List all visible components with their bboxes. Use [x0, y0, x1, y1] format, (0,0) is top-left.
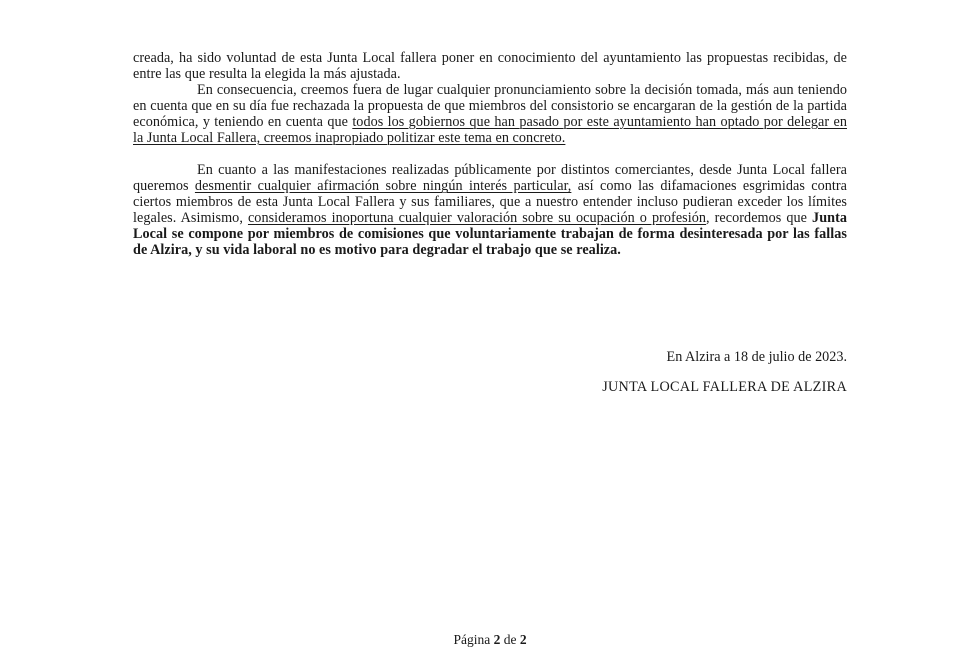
page-total-number: 2	[519, 632, 527, 647]
underlined-denial-statement: desmentir cualquier afirmación sobre ningún interés particular,	[194, 178, 572, 195]
document-body	[133, 51, 847, 259]
paragraph-proposals-text: creada, ha sido voluntad de esta Junta Local fallera poner en conocimiento del ayuntamiento las propuestas recibidas, de entre las que resulta la elegida la más ajustada.	[133, 50, 847, 82]
paragraph-consequence	[133, 83, 847, 147]
paragraph-gap	[133, 146, 847, 163]
paragraph-merchants-text-c: , recordemos que	[706, 210, 813, 227]
paragraph-merchants-text-a: En cuanto a las manifestaciones realizadas públicamente por distintos comerciantes, desde Junta Local fallera queremos	[133, 162, 847, 195]
paragraph-proposals	[133, 51, 847, 83]
paragraph-consequence-text: En consecuencia, creemos fuera de lugar cualquier pronunciamiento sobre la decisión tomada, más aun teniendo en cuenta que en su día fue rechazada la propuesta de que miembros del consistorio se encargaran de la gestión de la partida económica, y teniendo en cuenta que	[133, 81, 847, 130]
paragraph-merchants	[133, 163, 847, 258]
signature-line: JUNTA LOCAL FALLERA DE ALZIRA	[602, 379, 847, 395]
underlined-occupation-statement: consideramos inoportuna cualquier valoración sobre su ocupación o profesión	[247, 210, 707, 227]
page-label: Página	[453, 632, 491, 647]
date-line: En Alzira a 18 de julio de 2023.	[666, 349, 847, 365]
page-current-number: 2	[493, 632, 501, 647]
page-footer	[0, 632, 980, 648]
page-separator: de	[503, 632, 517, 647]
paragraph-merchants-text-b: así como las difamaciones esgrimidas contra ciertos miembros de esta Junta Local Fallera y sus familiares, que a nuestro entender incluso pudieran exceder los límites legales. Asimismo,	[133, 178, 847, 227]
underlined-governments-statement: todos los gobiernos que han pasado por este ayuntamiento han optado por delegar en la Junta Local Fallera, creemos inapropiado politizar este tema en concreto.	[133, 113, 847, 146]
bold-junta-statement: Junta Local se compone por miembros de comisiones que voluntariamente trabajan de forma desinteresada por las fallas de Alzira, y su vida laboral no es motivo para degradar el trabajo que se realiza.	[133, 210, 847, 258]
